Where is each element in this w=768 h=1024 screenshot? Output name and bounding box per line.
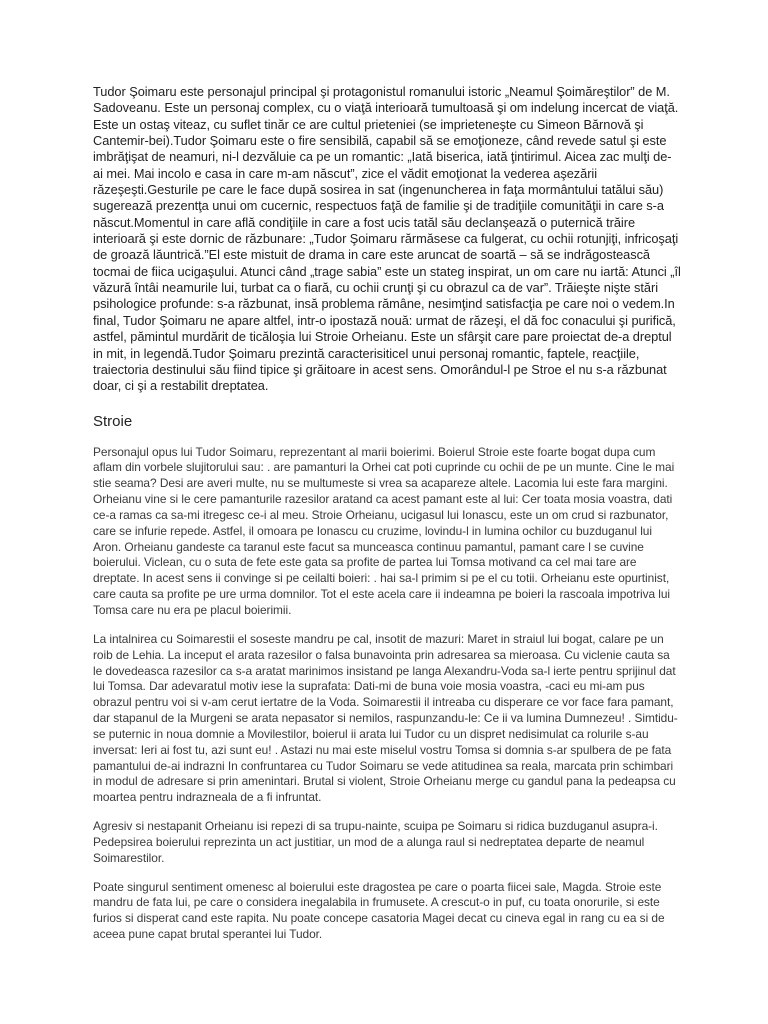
- section-paragraph: Personajul opus lui Tudor Soimaru, reprezentant al marii boierimi. Boierul Stroie este foarte bogat dupa cum aflam din vorbele slujitorului sau: . are pamanturi la Orhei cat poti cuprinde cu ochii de pe un munte. Cine le mai stie seama? Desi are averi multe, nu se multumeste si vrea sa acapareze altele. Lacomia lui este fara margini. Orheianu vine si le cere pamanturile razesilor aratand ca acest pamant este al lui: Cer toata mosia voastra, dati ce-a ramas ca sa-mi itregesc ce-i al meu. Stroie Orheianu, ucigasul lui Ionascu, este un om crud si razbunator, care se infurie repede. Astfel, il omoara pe Ionascu cu cruzime, lovindu-l in lumina ochilor cu buzduganul lui Aron. Orheianu gandeste ca taranul este facut sa munceasca continuu pamantul, pamant care l se cuvine boierului. Viclean, cu o suta de fete este gata sa profite de partea lui Tomsa motivand ca cel mai tare are dreptate. In acest sens ii convinge si pe ceilalti boieri: . hai sa-l primim si pe el cu totii. Orheianu este opurtinist, care cauta sa profite pe ure urma domnilor. Tot el este acela care ii indeamna pe boieri la rascoala impotriva lui Tomsa care nu era pe placul boierimii.: [93, 444, 675, 617]
- section-paragraph: Agresiv si nestapanit Orheianu isi repezi di sa trupu-nainte, scuipa pe Soimaru si ridica buzduganul asupra-i. Pedepsirea boierului reprezinta un act justitiar, un mod de a alunga raul si nedreptatea departe de neamul Soimarestilor.: [93, 819, 658, 865]
- section-heading: Stroie: [93, 412, 133, 430]
- intro-paragraph: Tudor Şoimaru este personajul principal şi protagonistul romanului istoric „Neamul Şoimăreştilor” de M. Sadoveanu. Este un personaj complex, cu o viaţă interioară tumultoasă şi om indelung incercat de viaţă. Este un ostaş viteaz, cu suflet tinăr ce are cultul prieteniei (se imprieteneşte cu Simeon Bărnovă şi Cantemir-bei).Tudor Şoimaru este o fire sensibilă, capabil să se emoţioneze, când revede satul şi este imbrăţişat de neamuri, ni-l dezvăluie ca pe un romantic: „Iată biserica, iată ţintirimul. Aicea zac mulţi de-ai mei. Mai incolo e casa in care m-am născut”, zice el vădit emoţionat la vederea aşezării răzeşeşti.Gesturile pe care le face după sosirea in sat (ingenuncherea in faţa mormântului tatălui său) sugerează prezentţa unui om cucernic, respectuos faţă de familie şi de tradiţiile comunităţii in care s-a născut.Momentul in care află condiţiile in care a fost ucis tatăl său declanşează o puternică trăire interioară şi este dornic de răzbunare: „Tudor Şoimaru rărmăsese ca fulgerat, cu ochii rotunjiţi, infricoşaţi de groază lăuntrică.”El este mistuit de drama in care este aruncat de soartă – să se indrăgostească tocmai de fiica ucigaşului. Atunci când „trage sabia” este un stateg inspirat, un om care nu iartă: Atunci „îl văzură întâi neamurile lui, turbat ca o fiară, cu ochii crunţi şi cu obrazul ca de var”. Trăieşte nişte stări psihologice profunde: s-a răzbunat, insă problema rămâne, nesimţind satisfacţia pe care noi o vedem.In final, Tudor Şoimaru ne apare altfel, intr-o ipostază nouă: urmat de răzeşi, el dă foc conacului şi purifică, astfel, pămintul murdărit de ticăloşia lui Stroie Orheianu. Este un sfârşit care pare proiectat de-a dreptul in mit, in legendă.Tudor Şoimaru prezintă caracterisiticel unui personaj romantic, faptele, reacţiile, traiectoria destinului său fiind tipice şi grăitoare in acest sens. Omorândul-l pe Stroe el nu s-a răzbunat doar, ci şi a restabilit dreptatea.: [93, 84, 681, 394]
- document-body: [93, 84, 681, 956]
- section-paragraph: La intalnirea cu Soimarestii el soseste mandru pe cal, insotit de mazuri: Maret in straiul lui bogat, calare pe un roib de Lehia. La inceput el arata razesilor o falsa bunavointa prin adresarea sa mieroasa. Cu viclenie cauta sa le dovedeasca razesilor ca s-a aratat marinimos insistand pe langa Alexandru-Voda sa-l ierte pentru sprijinul dat lui Tomsa. Dar adevaratul motiv iese la suprafata: Dati-mi de buna voie mosia voastra, -caci eu mi-am pus obrazul pentru voi si v-am cerut iertatre de la Voda. Soimarestii il intreaba cu disperare ce vor face fara pamant, dar stapanul de la Murgeni se arata nepasator si nemilos, raspunzandu-le: Ce ii va lumina Dumnezeu! . Simtidu-se puternic in noua domnie a Movilestilor, boierul ii arata lui Tudor cu un dispret nedisimulat ca rolurile s-au inversat: Ieri ai fost tu, azi sunt eu! . Astazi nu mai este miselul vostru Tomsa si domnia s-ar spulbera de pe fata pamantului de-ai indrazni In confruntarea cu Tudor Soimaru se vede atitudinea sa reala, marcata prin schimbari in modul de adresare si prin amenintari. Brutal si violent, Stroie Orheianu merge cu gandul pana la pedeapsa cu moartea pentru indrazneala de a fi infruntat.: [93, 631, 678, 805]
- section-paragraph: Poate singurul sentiment omenesc al boierului este dragostea pe care o poarta fiicei sale, Magda. Stroie este mandru de fata lui, pe care o considera inegalabila in frumusete. A crescut-o in puf, cu toata onorurile, si este furios si disperat cand este rapita. Nu poate concepe casatoria Magei decat cu cineva egal in rang cu ea si de aceea pune capat brutal sperantei lui Tudor.: [93, 879, 665, 942]
- stroie-section: [93, 445, 681, 943]
